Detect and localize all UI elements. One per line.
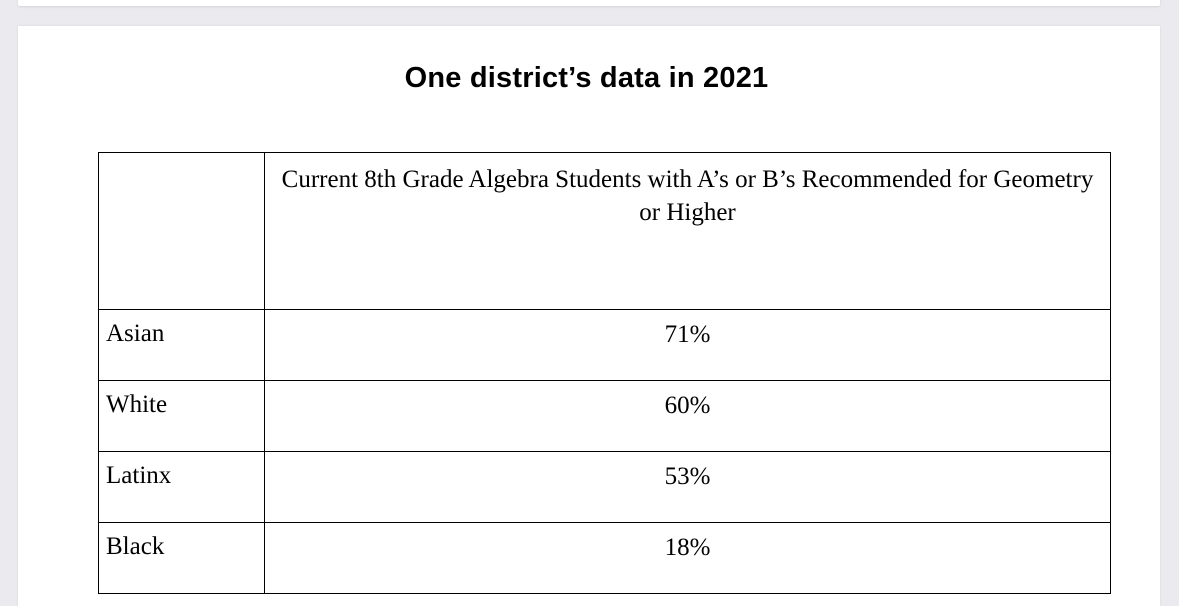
value-cell: 60%: [265, 381, 1111, 452]
group-cell: Asian: [99, 310, 265, 381]
table-header-row: [99, 153, 1111, 310]
value-cell: 18%: [265, 523, 1111, 594]
group-cell: White: [99, 381, 265, 452]
column-header: Current 8th Grade Algebra Students with A’s or B’s Recommended for Geometry or Higher: [265, 153, 1111, 310]
page-title: One district’s data in 2021: [404, 62, 769, 94]
empty-header-cell: [99, 153, 265, 310]
group-cell: Black: [99, 523, 265, 594]
value-cell: 71%: [265, 310, 1111, 381]
table-row: [99, 381, 1111, 452]
value-cell: 53%: [265, 452, 1111, 523]
table-row: [99, 452, 1111, 523]
data-table: [98, 152, 1111, 594]
table-row: [99, 310, 1111, 381]
table-row: [99, 523, 1111, 594]
previous-page-edge: [18, 0, 1160, 6]
group-cell: Latinx: [99, 452, 265, 523]
